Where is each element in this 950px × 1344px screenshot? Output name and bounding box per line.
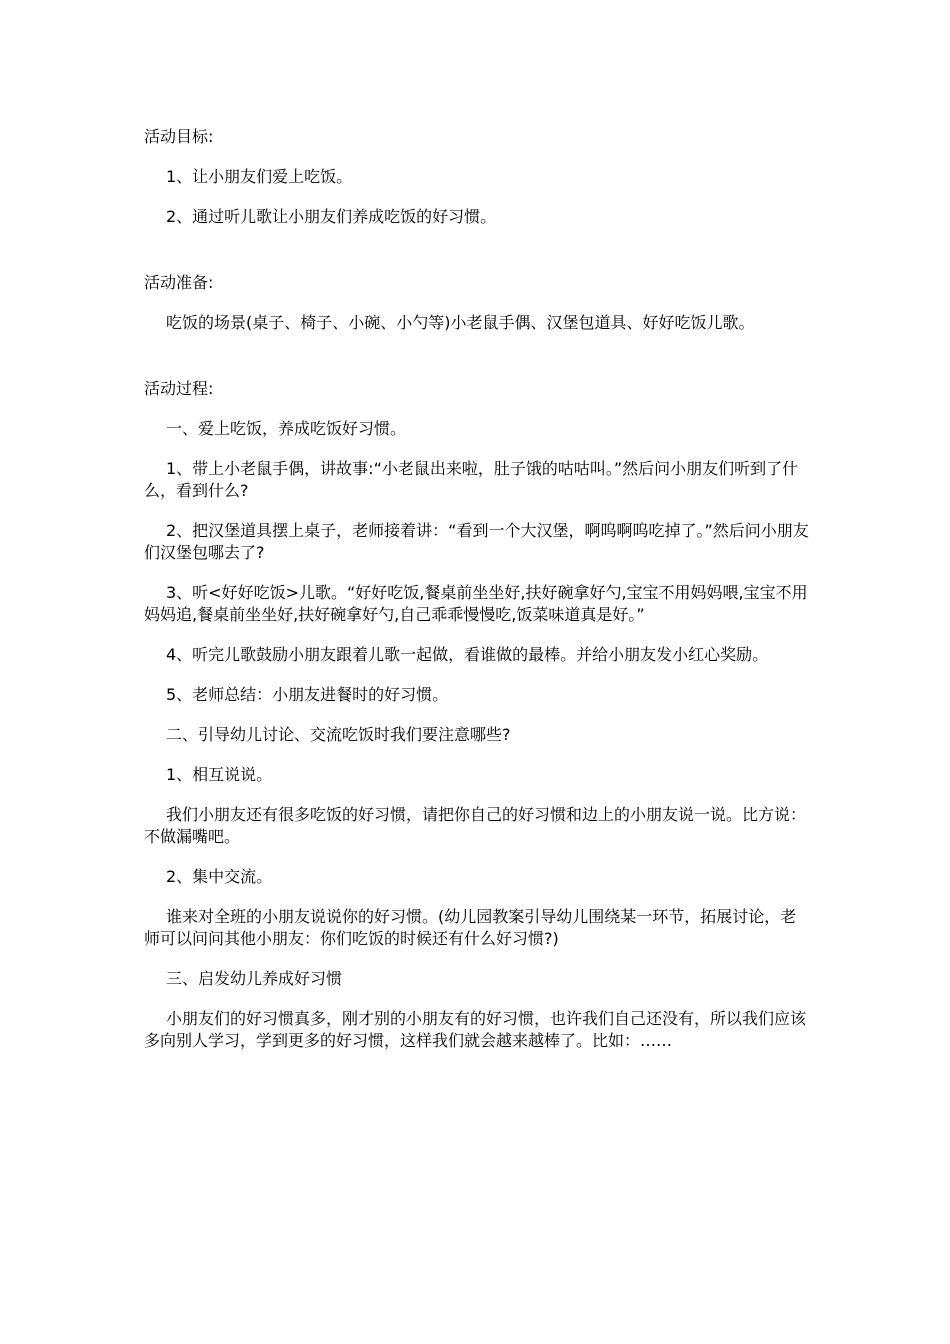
section-heading-goal: 活动目标: [144, 127, 214, 146]
paragraph: 吃饭的场景(桌子、椅子、小碗、小勺等)小老鼠手偶、汉堡包道具、好好吃饭儿歌。 [166, 313, 755, 332]
paragraph: 我们小朋友还有很多吃饭的好习惯，请把你自己的好习惯和边上的小朋友说一说。比方说：不做漏嘴吧。 [144, 805, 807, 846]
document-page [144, 126, 810, 1052]
paragraph: 1、相互说说。 [166, 765, 273, 784]
paragraph: 3、听<好好吃饭>儿歌。“好好吃饭,餐桌前坐坐好,扶好碗拿好勺,宝宝不用妈妈喂,宝宝不用妈妈追,餐桌前坐坐好,扶好碗拿好勺,自己乖乖慢慢吃,饭菜味道真是好。” [144, 583, 808, 624]
paragraph: 二、引导幼儿讨论、交流吃饭时我们要注意哪些? [166, 725, 511, 744]
paragraph: 5、老师总结：小朋友进餐时的好习惯。 [166, 685, 449, 704]
paragraph: 一、爱上吃饭，养成吃饭好习惯。 [166, 419, 407, 438]
paragraph: 2、通过听儿歌让小朋友们养成吃饭的好习惯。 [166, 207, 497, 226]
paragraph: 谁来对全班的小朋友说说你的好习惯。(幼儿园教案引导幼儿围绕某一环节，拓展讨论，老师可以问问其他小朋友：你们吃饭的时候还有什么好习惯?) [144, 907, 797, 948]
paragraph: 1、让小朋友们爱上吃饭。 [166, 167, 353, 186]
section-heading-prep: 活动准备: [144, 273, 214, 292]
paragraph: 1、带上小老鼠手偶，讲故事:“小老鼠出来啦，肚子饿的咕咕叫。”然后问小朋友们听到了什么，看到什么? [144, 459, 799, 500]
paragraph: 三、启发幼儿养成好习惯 [166, 969, 343, 988]
paragraph: 4、听完儿歌鼓励小朋友跟着儿歌一起做，看谁做的最棒。并给小朋友发小红心奖励。 [166, 645, 769, 664]
paragraph: 2、集中交流。 [166, 867, 273, 886]
section-heading-process: 活动过程: [144, 379, 214, 398]
paragraph: 小朋友们的好习惯真多，刚才别的小朋友有的好习惯，也许我们自己还没有，所以我们应该多向别人学习，学到更多的好习惯，这样我们就会越来越棒了。比如：…… [144, 1009, 807, 1050]
paragraph: 2、把汉堡道具摆上桌子，老师接着讲：“看到一个大汉堡，啊呜啊呜吃掉了。”然后问小朋友们汉堡包哪去了? [144, 521, 809, 562]
